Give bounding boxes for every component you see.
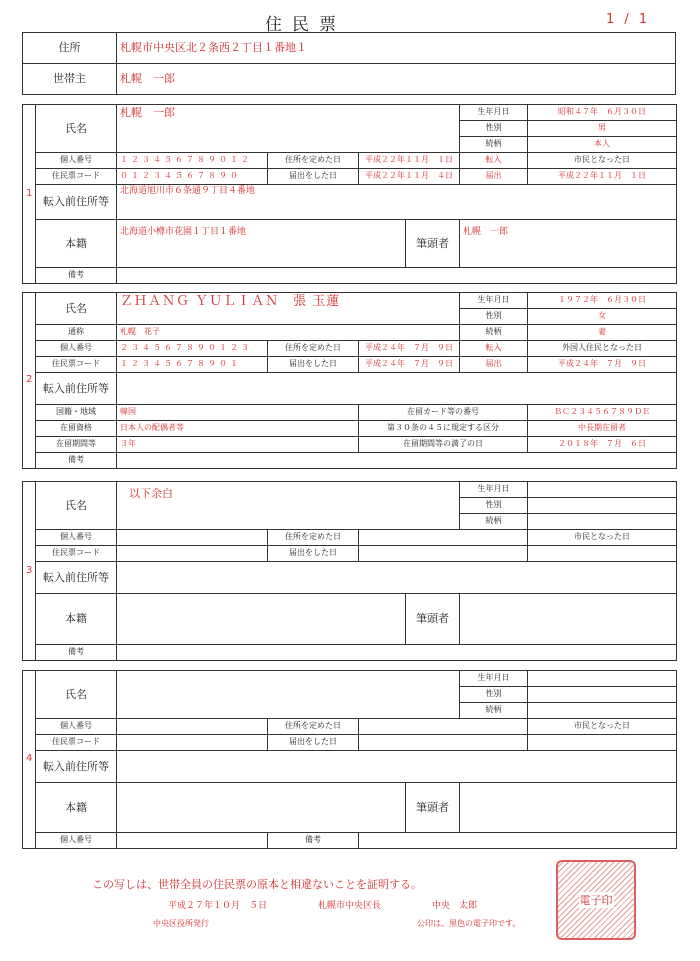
address-label: 住所 bbox=[23, 33, 117, 64]
person-2-kokuseki: 韓国 bbox=[117, 405, 359, 421]
household-head: 札幌 一郎 bbox=[117, 64, 676, 95]
birth-label: 生年月日 bbox=[460, 293, 528, 309]
relation-label: 続柄 bbox=[460, 325, 528, 341]
person-4-number: 4 bbox=[23, 671, 36, 849]
person-4-honseki bbox=[117, 783, 406, 833]
hittou-label: 筆頭者 bbox=[406, 594, 460, 645]
biko-label: 備考 bbox=[36, 453, 117, 469]
person-3-sex bbox=[528, 498, 677, 514]
person-1-todoke-reason: 届出 bbox=[460, 169, 528, 185]
jutokuteibi-label: 住所を定めた日 bbox=[268, 341, 359, 357]
tennyu-label: 転入前住所等 bbox=[36, 185, 117, 220]
biko-label: 備考 bbox=[36, 268, 117, 284]
person-2-kojin: ２３４５６７８９０１２３ bbox=[117, 341, 268, 357]
person-2-kubun: 中長期在留者 bbox=[528, 421, 677, 437]
birth-label: 生年月日 bbox=[460, 671, 528, 687]
person-2-jutokuteibi: 平成２４年 ７月 ９日 bbox=[359, 341, 460, 357]
person-2-alias: 札幌 花子 bbox=[117, 325, 460, 341]
person-4-tennyu bbox=[117, 751, 677, 783]
person-1-shimin: 平成２２年１１月 １日 bbox=[528, 169, 677, 185]
document-title: 住民票 bbox=[265, 15, 346, 35]
person-1-birth: 昭和４７年 ６月３０日 bbox=[528, 105, 677, 121]
card-label: 在留カード等の番号 bbox=[359, 405, 528, 421]
person-2-jutoku-reason: 転入 bbox=[460, 341, 528, 357]
person-1-block bbox=[22, 104, 677, 284]
hittou-label: 筆頭者 bbox=[406, 220, 460, 268]
person-4-biko bbox=[359, 833, 677, 849]
name-label: 氏名 bbox=[36, 293, 117, 325]
todoke-label: 届出をした日 bbox=[268, 357, 359, 373]
certification-text: この写しは、世帯全員の住民票の原本と相違ないことを証明する。 bbox=[92, 878, 422, 891]
person-3-hittou bbox=[460, 594, 677, 645]
seal-note: 公印は、黒色の電子印です。 bbox=[417, 919, 521, 928]
hittou-label: 筆頭者 bbox=[406, 783, 460, 833]
name-label: 氏名 bbox=[36, 105, 117, 153]
sex-label: 性別 bbox=[460, 498, 528, 514]
jutokuteibi-label: 住所を定めた日 bbox=[268, 153, 359, 169]
biko-label: 備考 bbox=[36, 645, 117, 661]
manryo-label: 在留期間等の満了の日 bbox=[359, 437, 528, 453]
tennyu-label: 転入前住所等 bbox=[36, 751, 117, 783]
household-address: 札幌市中央区北２条西２丁目１番地１ bbox=[117, 33, 676, 64]
person-3-code bbox=[117, 546, 268, 562]
sex-label: 性別 bbox=[460, 121, 528, 137]
person-2-todoke-reason: 届出 bbox=[460, 357, 528, 373]
relation-label: 続柄 bbox=[460, 703, 528, 719]
person-1-number: 1 bbox=[23, 105, 36, 284]
tennyu-label: 転入前住所等 bbox=[36, 373, 117, 405]
person-2-kikan: ３年 bbox=[117, 437, 359, 453]
person-2-todoke: 平成２４年 ７月 ９日 bbox=[359, 357, 460, 373]
relation-label: 続柄 bbox=[460, 514, 528, 530]
person-3-shimin bbox=[528, 546, 677, 562]
honseki-label: 本籍 bbox=[36, 783, 117, 833]
honseki-label: 本籍 bbox=[36, 594, 117, 645]
person-2-sex: 女 bbox=[528, 309, 677, 325]
person-3-todoke bbox=[359, 546, 528, 562]
code-label: 住民票コード bbox=[36, 357, 117, 373]
page-number: 1 / 1 bbox=[606, 12, 651, 27]
code-label: 住民票コード bbox=[36, 735, 117, 751]
certification-date: 平成２７年１０月 ５日 bbox=[168, 901, 268, 911]
person-3-number: 3 bbox=[23, 482, 36, 661]
person-3-relation bbox=[528, 514, 677, 530]
person-4-jutokuteibi bbox=[359, 719, 528, 735]
biko-label: 備考 bbox=[268, 833, 359, 849]
kojin-label: 個人番号 bbox=[36, 341, 117, 357]
person-2-tennyu bbox=[117, 373, 677, 405]
todoke-label: 届出をした日 bbox=[268, 169, 359, 185]
person-4-code bbox=[117, 735, 268, 751]
person-1-biko bbox=[117, 268, 677, 284]
jutokuteibi-label: 住所を定めた日 bbox=[268, 719, 359, 735]
person-1-honseki: 北海道小樽市花園１丁目１番地 bbox=[117, 220, 406, 268]
kubun-label: 第３０条の４５に規定する区分 bbox=[359, 421, 528, 437]
person-4-block bbox=[22, 670, 677, 849]
person-2-gaikoku: 平成２４年 ７月 ９日 bbox=[528, 357, 677, 373]
person-4-todoke bbox=[359, 735, 528, 751]
gaikoku-label: 外国人住民となった日 bbox=[528, 341, 677, 357]
person-3-birth bbox=[528, 482, 677, 498]
tennyu-label: 転入前住所等 bbox=[36, 562, 117, 594]
person-1-name: 札幌 一郎 bbox=[117, 105, 460, 153]
person-4-kojin-2 bbox=[117, 833, 268, 849]
person-4-kojin bbox=[117, 719, 268, 735]
person-2-biko bbox=[117, 453, 677, 469]
person-2-code: １２３４５６７８９０１ bbox=[117, 357, 268, 373]
person-2-card: ＢＣ２３４５６７８９ＤＥ bbox=[528, 405, 677, 421]
name-label: 氏名 bbox=[36, 482, 117, 530]
todoke-label: 届出をした日 bbox=[268, 735, 359, 751]
person-3-jutokuteibi bbox=[359, 530, 528, 546]
kojin-label: 個人番号 bbox=[36, 833, 117, 849]
kikan-label: 在留期間等 bbox=[36, 437, 117, 453]
person-3-block bbox=[22, 481, 677, 661]
issuing-office: 中央区役所発行 bbox=[153, 919, 209, 928]
birth-label: 生年月日 bbox=[460, 105, 528, 121]
person-1-todoke: 平成２２年１１月 ４日 bbox=[359, 169, 460, 185]
kokuseki-label: 国籍・地域 bbox=[36, 405, 117, 421]
person-1-jutokuteibi: 平成２２年１１月 １日 bbox=[359, 153, 460, 169]
person-3-biko bbox=[117, 645, 677, 661]
person-2-block bbox=[22, 292, 677, 469]
person-3-tennyu bbox=[117, 562, 677, 594]
code-label: 住民票コード bbox=[36, 169, 117, 185]
person-2-birth: １９７２年 ６月３０日 bbox=[528, 293, 677, 309]
person-1-sex: 男 bbox=[528, 121, 677, 137]
person-1-tennyu: 北海道旭川市６条通９丁目４番地 bbox=[117, 185, 677, 220]
person-4-shimin bbox=[528, 735, 677, 751]
shimin-label: 市民となった日 bbox=[528, 530, 677, 546]
alias-label: 通称 bbox=[36, 325, 117, 341]
electronic-seal bbox=[556, 860, 636, 940]
person-4-sex bbox=[528, 687, 677, 703]
person-4-hittou bbox=[460, 783, 677, 833]
person-2-name: ＺＨＡＮＧ ＹＵＬＩＡＮ 張 玉蓮 bbox=[117, 293, 460, 325]
name-label: 氏名 bbox=[36, 671, 117, 719]
todoke-label: 届出をした日 bbox=[268, 546, 359, 562]
sex-label: 性別 bbox=[460, 309, 528, 325]
household-table bbox=[22, 32, 676, 95]
head-label: 世帯主 bbox=[23, 64, 117, 95]
person-3-kojin bbox=[117, 530, 268, 546]
shikaku-label: 在留資格 bbox=[36, 421, 117, 437]
person-1-relation: 本人 bbox=[528, 137, 677, 153]
honseki-label: 本籍 bbox=[36, 220, 117, 268]
person-1-jutoku-reason: 転入 bbox=[460, 153, 528, 169]
jutokuteibi-label: 住所を定めた日 bbox=[268, 530, 359, 546]
person-3-name: 以下余白 bbox=[117, 482, 460, 530]
relation-label: 続柄 bbox=[460, 137, 528, 153]
person-2-number: 2 bbox=[23, 293, 36, 469]
person-4-relation bbox=[528, 703, 677, 719]
person-2-relation: 妻 bbox=[528, 325, 677, 341]
person-4-birth bbox=[528, 671, 677, 687]
shimin-label: 市民となった日 bbox=[528, 719, 677, 735]
person-4-name bbox=[117, 671, 460, 719]
person-2-manryo: ２０１８年 ７月 ６日 bbox=[528, 437, 677, 453]
sex-label: 性別 bbox=[460, 687, 528, 703]
kojin-label: 個人番号 bbox=[36, 719, 117, 735]
mayor-name: 中央 太郎 bbox=[432, 901, 478, 911]
person-1-kojin: １２３４５６７８９０１２ bbox=[117, 153, 268, 169]
shimin-label: 市民となった日 bbox=[528, 153, 677, 169]
kojin-label: 個人番号 bbox=[36, 153, 117, 169]
person-1-hittou: 札幌 一郎 bbox=[460, 220, 677, 268]
seal-label: 電子印 bbox=[579, 894, 613, 907]
person-1-code: ０１２３４５６７８９０ bbox=[117, 169, 268, 185]
kojin-label: 個人番号 bbox=[36, 530, 117, 546]
mayor-title: 札幌市中央区長 bbox=[318, 901, 382, 911]
code-label: 住民票コード bbox=[36, 546, 117, 562]
person-3-honseki bbox=[117, 594, 406, 645]
birth-label: 生年月日 bbox=[460, 482, 528, 498]
person-2-shikaku: 日本人の配偶者等 bbox=[117, 421, 359, 437]
